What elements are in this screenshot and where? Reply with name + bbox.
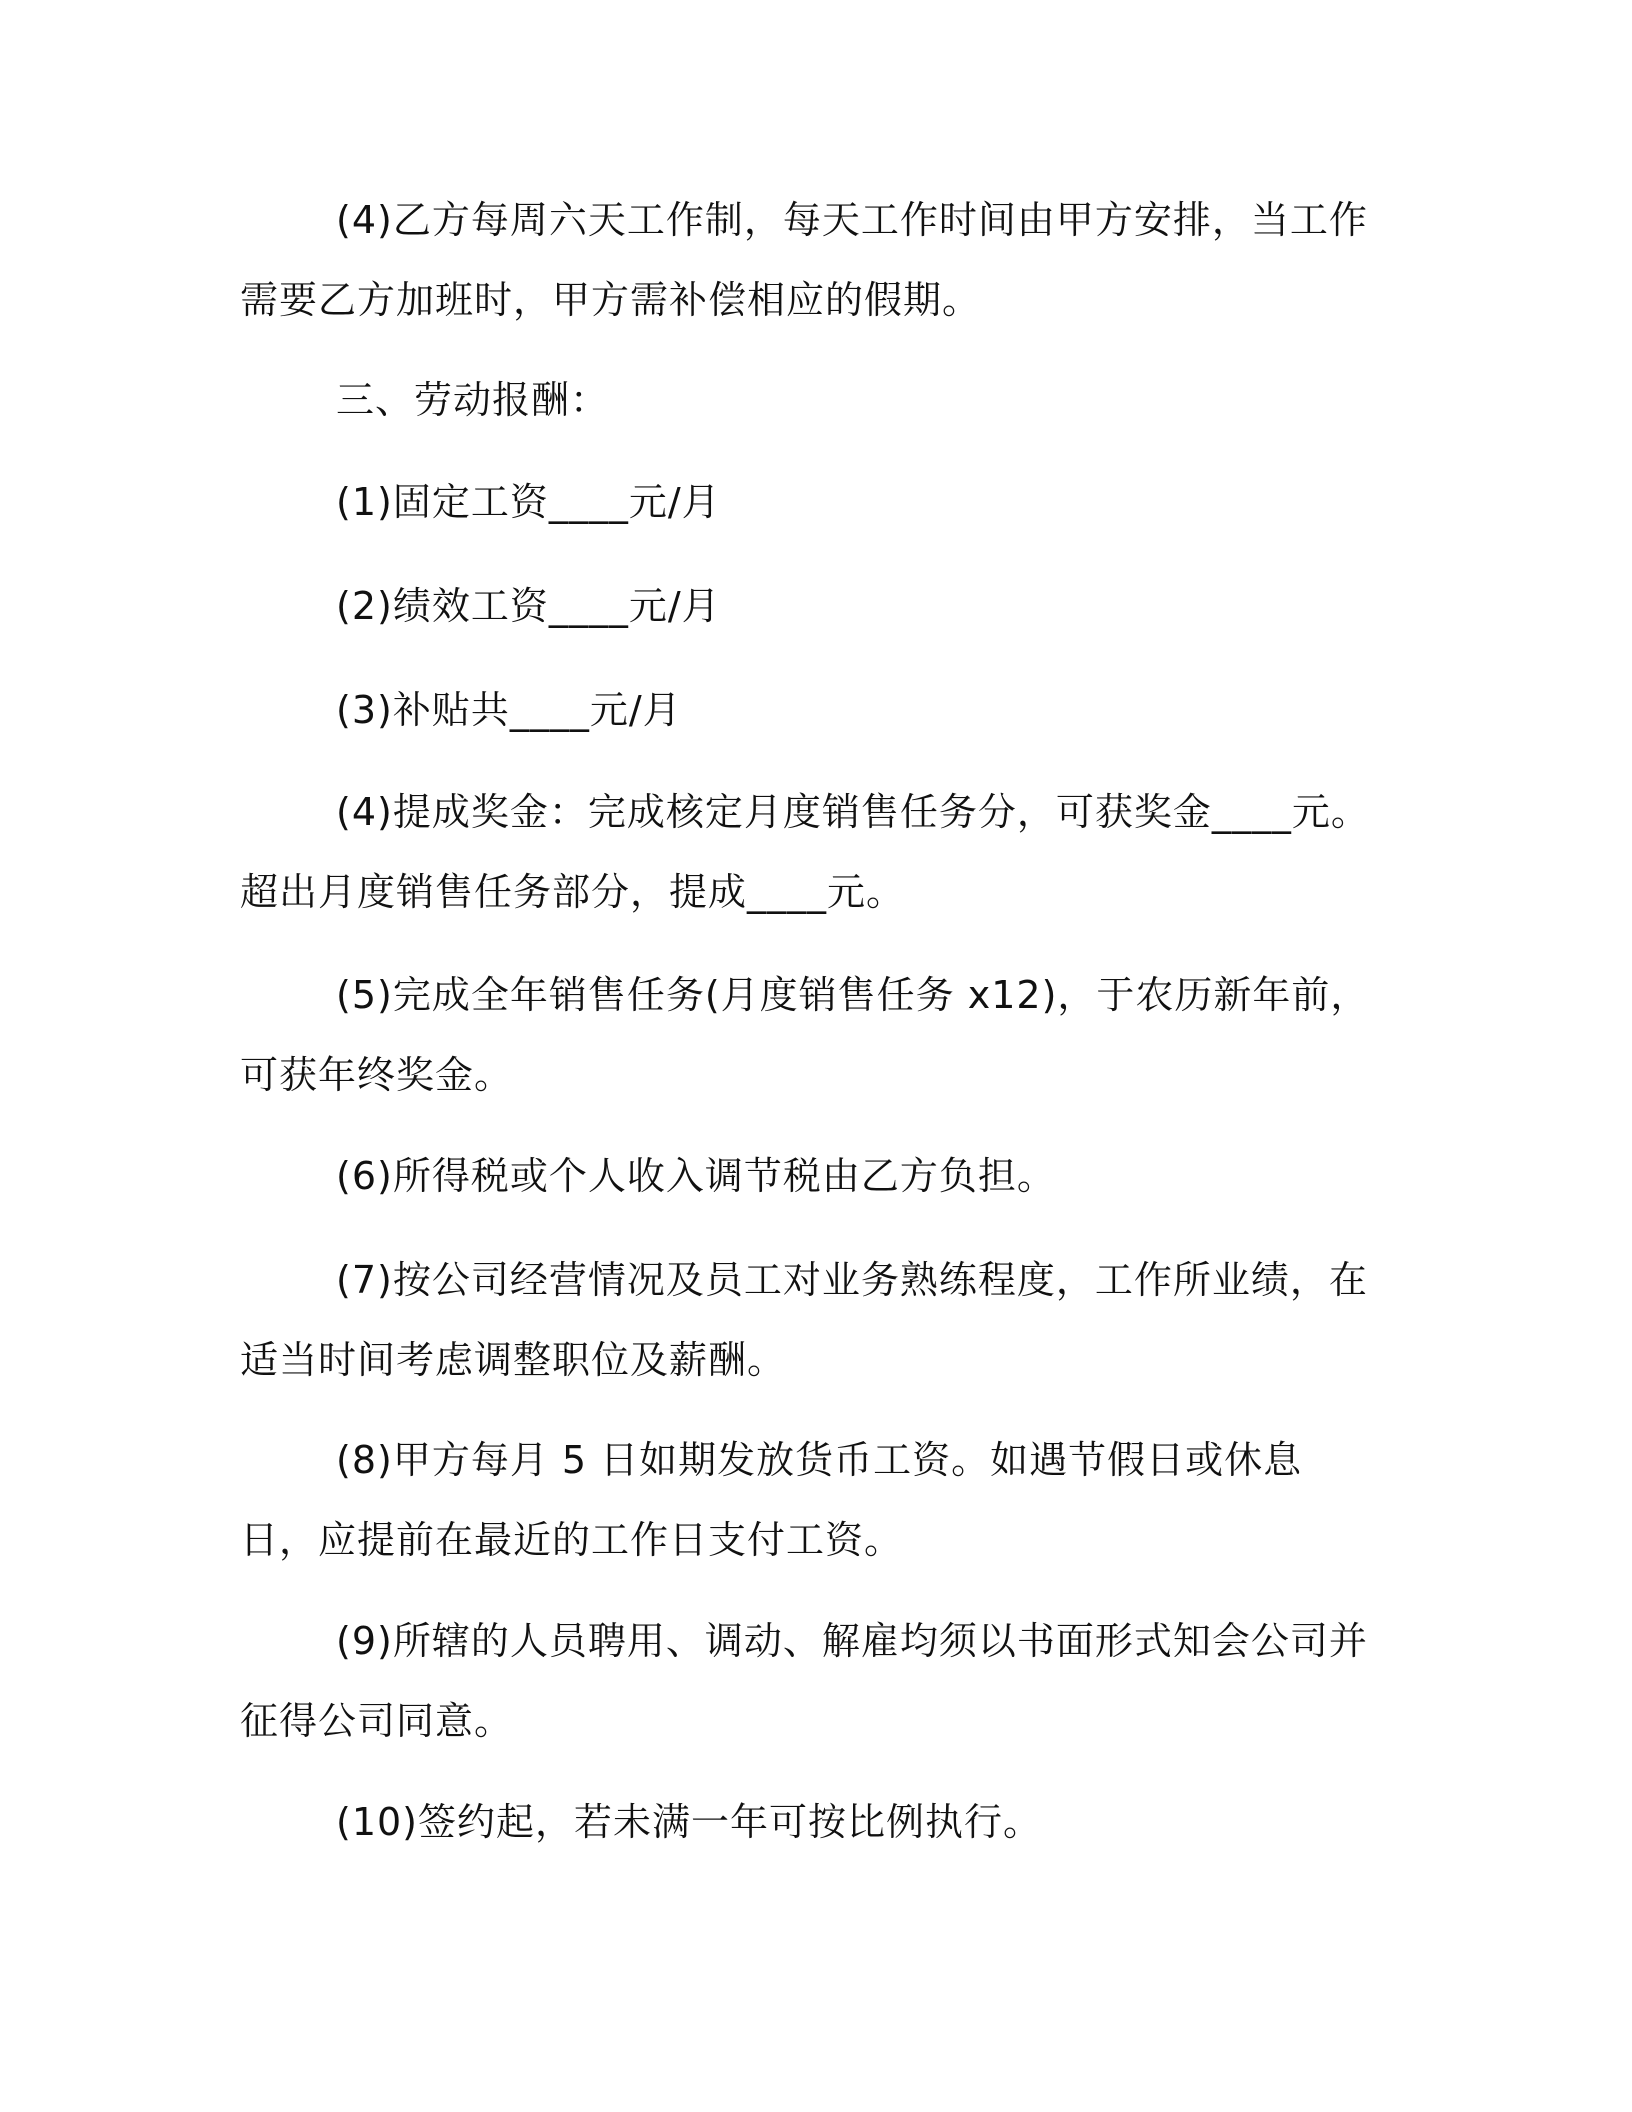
fixed-salary-item: (1)固定工资____元/月 xyxy=(336,480,721,524)
labor-compensation-heading: 三、劳动报酬： xyxy=(336,378,610,422)
work-schedule-paragraph: (4)乙方每周六天工作制，每天工作时间由甲方安排，当工作需要乙方加班时，甲方需补偿相应的假期。 xyxy=(240,198,1368,322)
staff-management-item: (9)所辖的人员聘用、调动、解雇均须以书面形式知会公司并征得公司同意。 xyxy=(240,1619,1368,1743)
income-tax-item: (6)所得税或个人收入调节税由乙方负担。 xyxy=(336,1154,1056,1198)
commission-bonus-item: (4)提成奖金：完成核定月度销售任务分，可获奖金____元。超出月度销售任务部分，提成____元。 xyxy=(240,790,1370,914)
allowance-item: (3)补贴共____元/月 xyxy=(336,688,682,732)
performance-salary-item: (2)绩效工资____元/月 xyxy=(336,584,721,628)
payment-date-item: (8)甲方每月 5 日如期发放货币工资。如遇节假日或休息日，应提前在最近的工作日支付工资。 xyxy=(240,1438,1303,1562)
proration-item: (10)签约起，若未满一年可按比例执行。 xyxy=(336,1800,1043,1844)
salary-adjustment-item: (7)按公司经营情况及员工对业务熟练程度，工作所业绩，在适当时间考虑调整职位及薪酬。 xyxy=(240,1258,1368,1382)
annual-bonus-item: (5)完成全年销售任务(月度销售任务 x12)，于农历新年前，可获年终奖金。 xyxy=(240,973,1370,1097)
